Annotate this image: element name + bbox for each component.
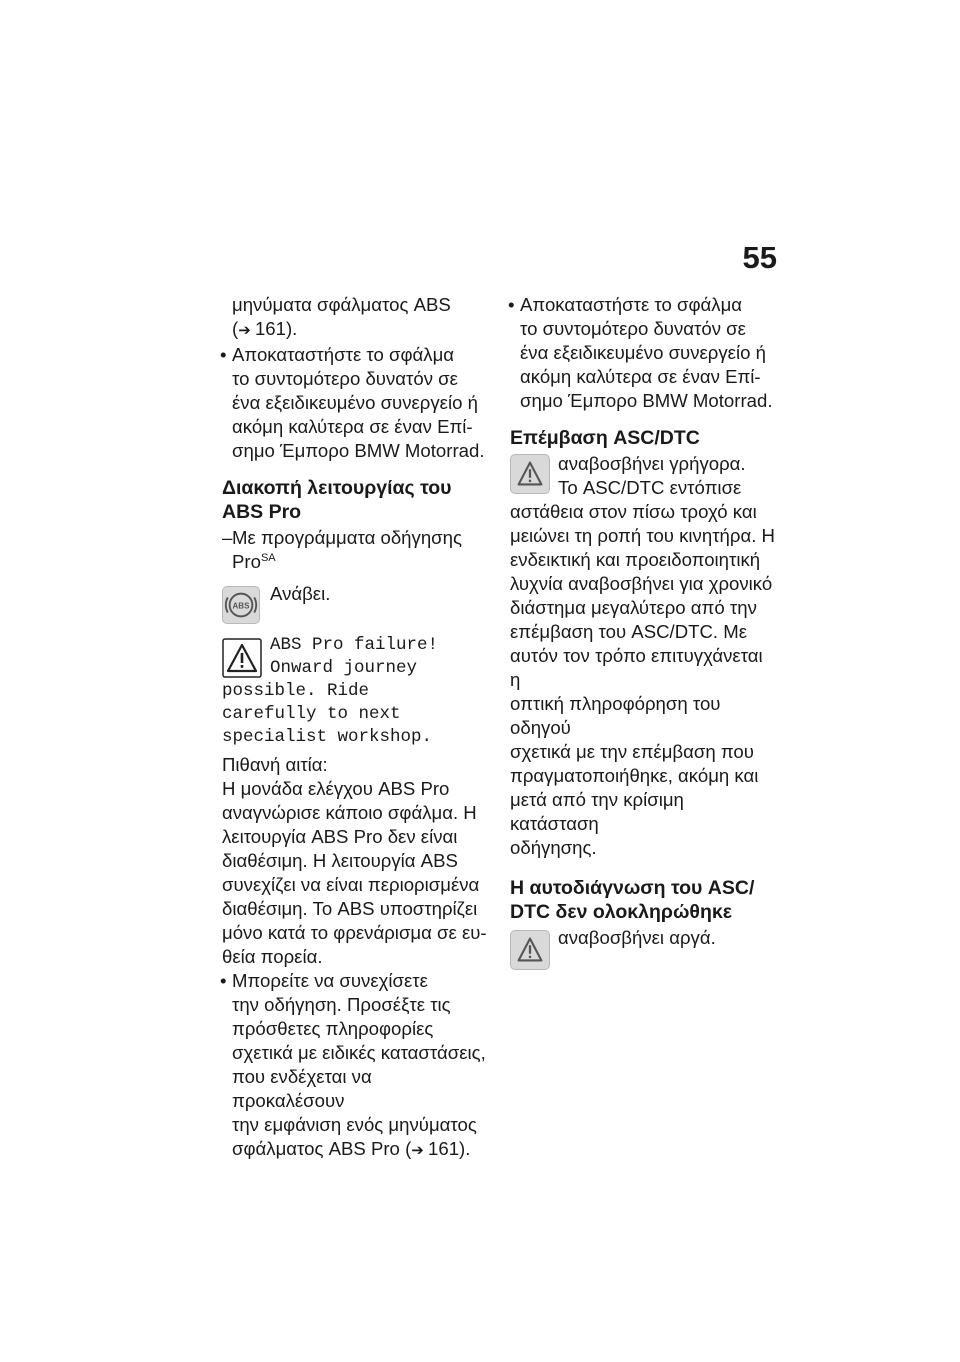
cause-text: Η μονάδα ελέγχου ABS Pro αναγνώρισε κάποιο σφάλμα. Η λειτουργία ABS Pro δεν είναι διαθέσιμη. Η λειτουργία ABS συνεχίζει να είναι περιορισμένα διαθέσιμη. Το ABS υποστηρίζει μόνο κατά το φρενάρισμα σε ευ- θεία πορεία.	[222, 778, 487, 967]
abs-light-row	[222, 582, 488, 626]
asc-warning-light-icon	[510, 930, 550, 970]
repair-bullet: • Αποκαταστήστε το σφάλμα το συντομότερο δυνατόν σε ένα εξειδικευμένο συνεργείο ή ακόμη καλύτερα σε έναν Επί- σημο Έμπορο BMW Motorrad.	[220, 344, 485, 461]
section-heading-self-diagnosis: Η αυτοδιάγνωση του ASC/ DTC δεν ολοκληρώθηκε	[510, 877, 755, 923]
display-message: ABS Pro failure! Onward journey possible. Ride carefully to next specialist workshop.	[222, 635, 439, 747]
self-diagnosis-status: αναβοσβήνει αργά.	[558, 927, 716, 948]
self-diagnosis-row	[510, 926, 776, 970]
asc-intervention-text: αναβοσβήνει γρήγορα. Το ASC/DTC εντόπισε αστάθεια στον πίσω τροχό και μειώνει τη ροπή του κινητήρα. Η ενδεικτική και προειδοποιητική λυχνία αναβοσβήνει για χρονικό διάστημα μεγαλύτερο από την επέμβαση του ASC/DTC. Με αυτόν τον τρόπο επιτυγχάνεται η οπτική πληροφόρηση του οδηγού σχετικά με την επέμβαση που πραγματοποιήθηκε, ακόμη και μετά από την κρίσιμη κατάσταση οδήγησης.	[510, 453, 775, 858]
page-reference-link[interactable]: 161).	[428, 1138, 471, 1159]
bullet-icon: •	[508, 294, 515, 315]
page-reference-arrow-icon: ➔	[238, 322, 250, 339]
bullet-icon: •	[220, 970, 227, 991]
asc-warning-light-icon	[510, 454, 550, 494]
right-column	[510, 293, 776, 970]
page-number: 55	[742, 240, 777, 275]
riding-modes-condition: – Με προγράμματα οδήγησης Pro$^{SA}$	[222, 527, 462, 572]
section-heading-asc-dtc: Επέμβαση ASC/DTC	[510, 427, 700, 449]
continued-text: μηνύματα σφάλματος ABS (➔ 161).	[232, 294, 451, 339]
abs-light-status: Ανάβει.	[270, 583, 331, 604]
bullet-icon: •	[220, 344, 227, 365]
abs-warning-light-icon	[222, 586, 260, 624]
svg-text:ABS: ABS	[232, 601, 250, 611]
page-reference-link[interactable]: 161).	[254, 318, 298, 339]
continue-riding-bullet: • Μπορείτε να συνεχίσετε την οδήγηση. Προσέξτε τις πρόσθετες πληροφορίες σχετικά με ειδικές καταστάσεις, που ενδέχεται να προκαλέσουν την εμφάνιση ενός μηνύματος σφάλματος ABS Pro (➔ 161).	[220, 970, 486, 1159]
cause-label: Πιθανή αιτία:	[222, 754, 328, 775]
left-column	[222, 293, 488, 1163]
page-reference-arrow-icon: ➔	[411, 1142, 423, 1159]
section-heading-abs-pro: Διακοπή λειτουργίας του ABS Pro	[222, 477, 452, 523]
general-warning-triangle-icon	[222, 638, 262, 678]
repair-bullet-right: • Αποκαταστήστε το σφάλμα το συντομότερο δυνατόν σε ένα εξειδικευμένο συνεργείο ή ακόμη καλύτερα σε έναν Επί- σημο Έμπορο BMW Motorrad.	[508, 294, 773, 411]
